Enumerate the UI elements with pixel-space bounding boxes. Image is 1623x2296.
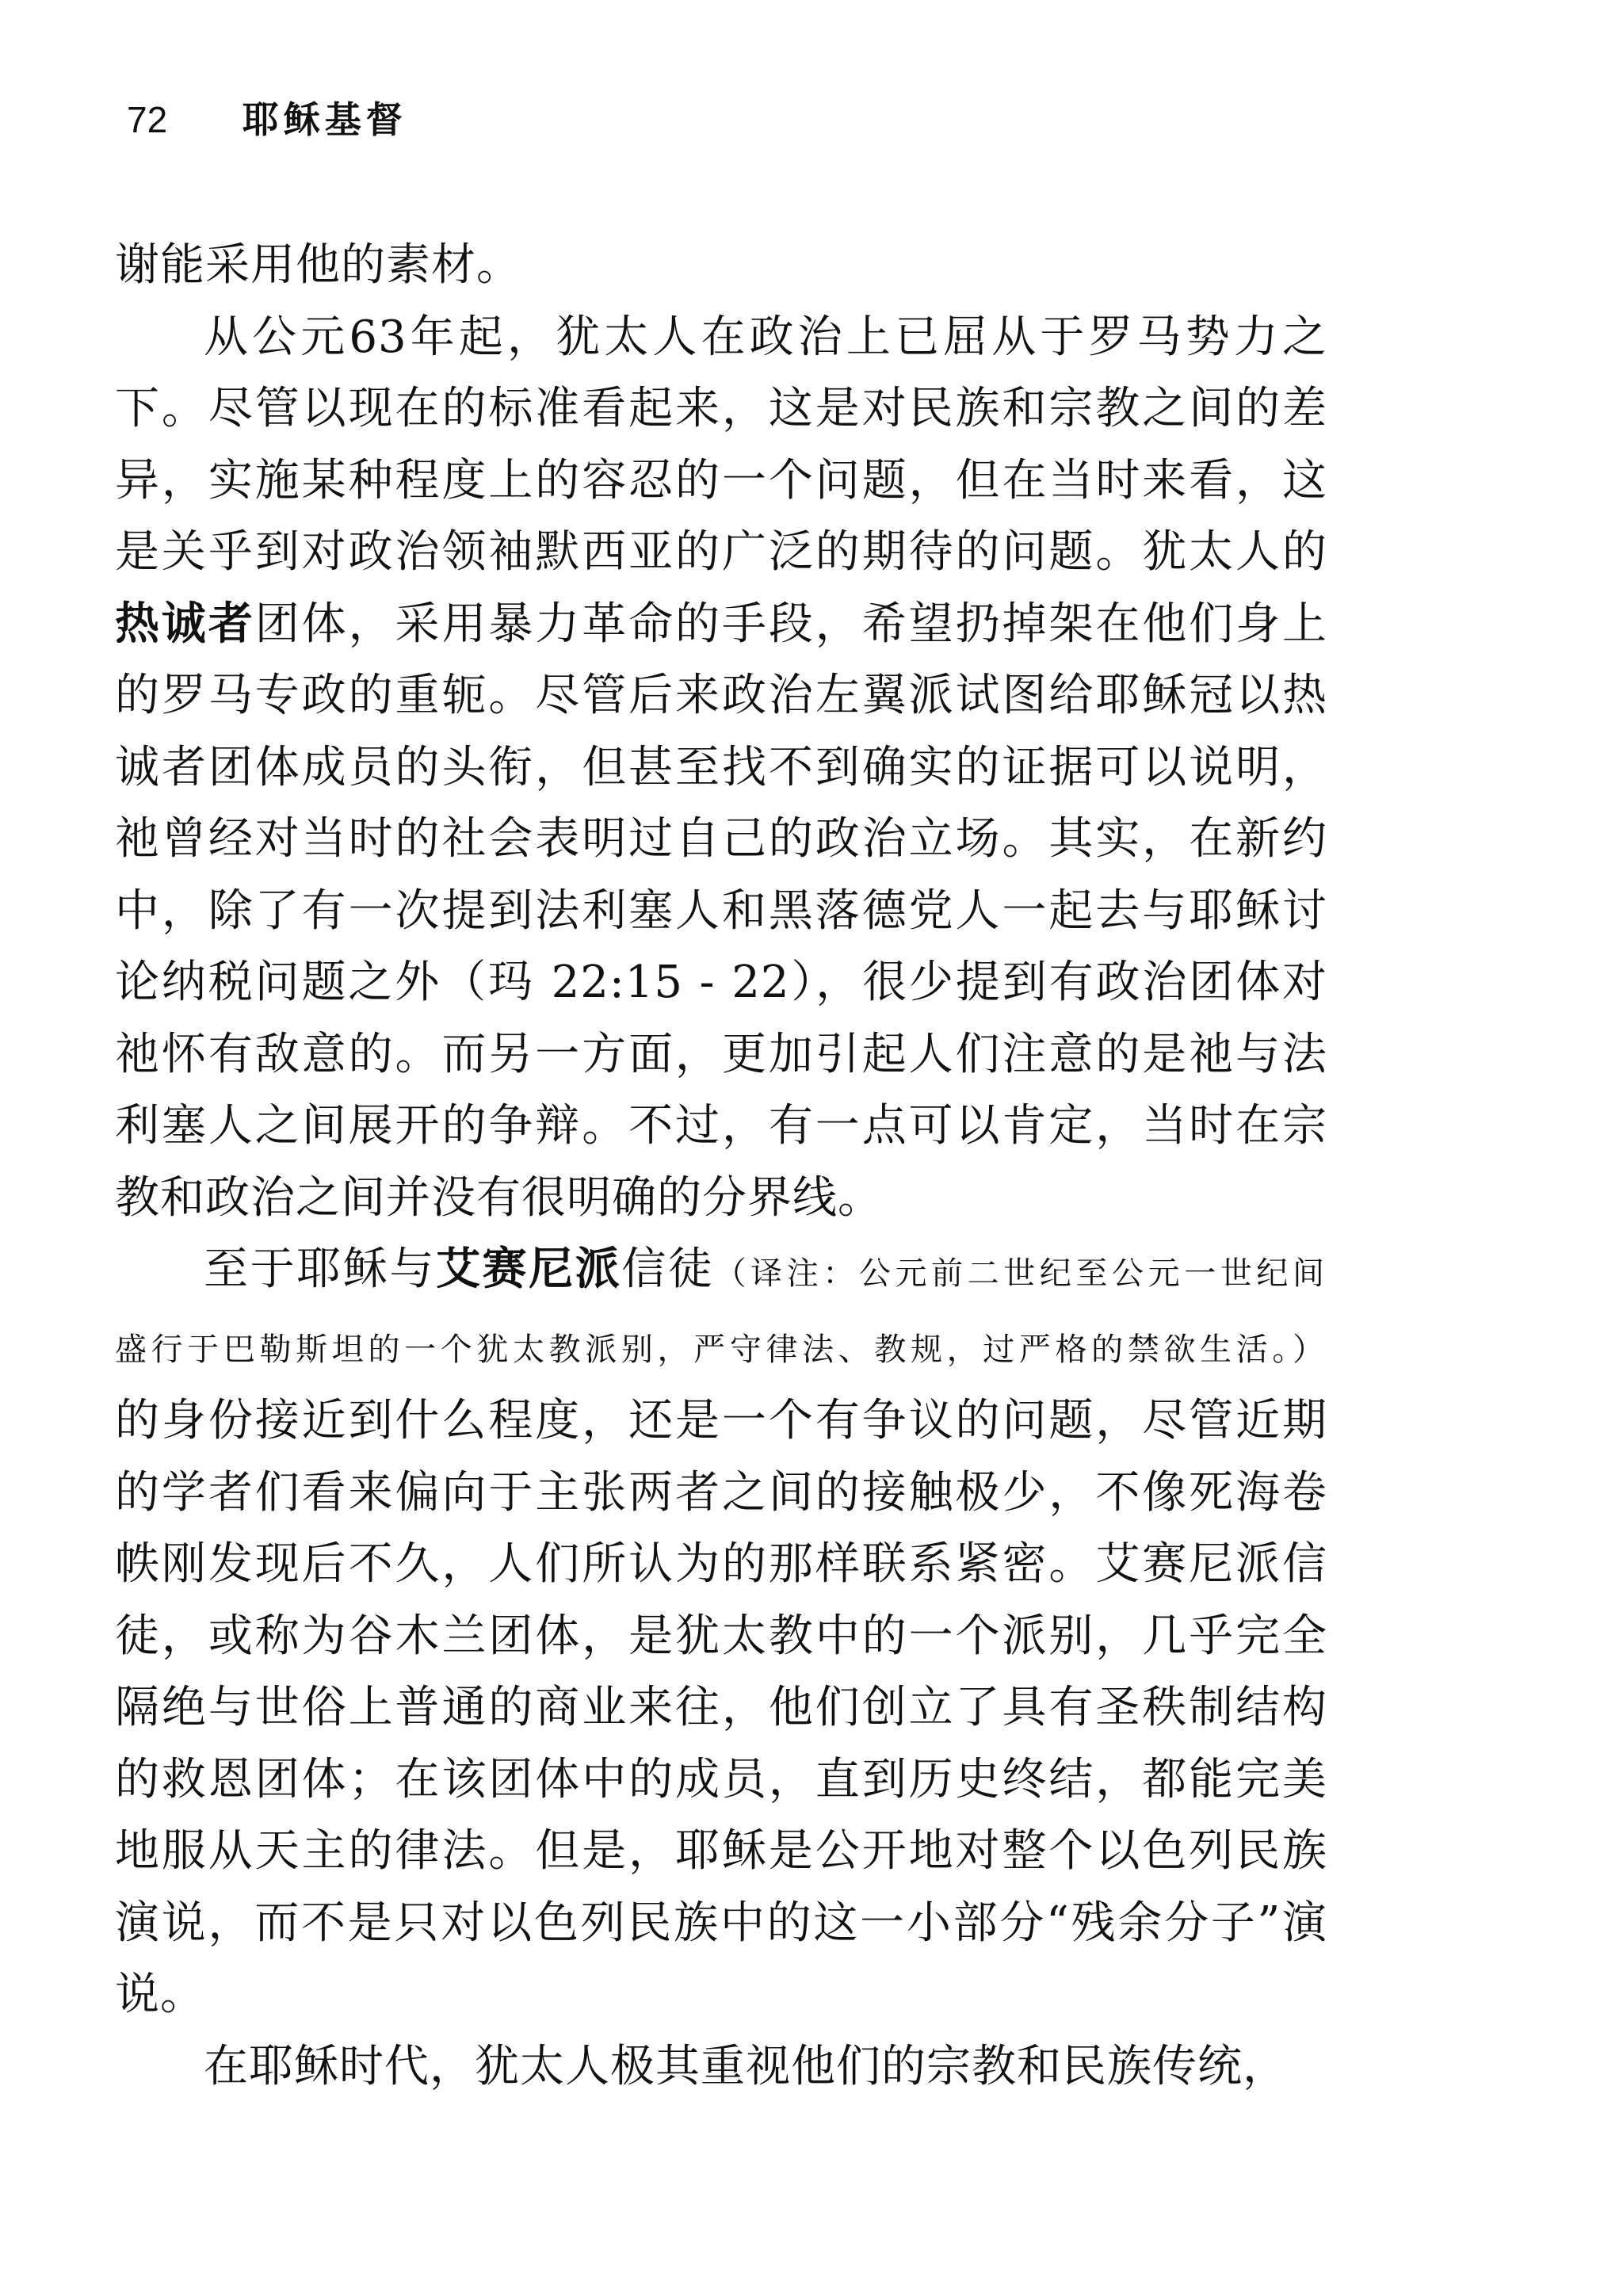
bold-term-zealots: 热诚者 [115, 598, 255, 650]
paragraph-essenes [115, 1234, 1327, 2031]
paragraph-text: 信徒 [621, 1244, 715, 1295]
page-header [127, 98, 407, 141]
running-title: 耶稣基督 [242, 98, 407, 141]
paragraph-traditions [115, 2031, 1327, 2103]
bold-term-essenes: 艾赛尼派 [435, 1244, 622, 1295]
paragraph-zealots [115, 302, 1327, 1235]
paragraph-text: 的身份接近到什么程度，还是一个有争议的问题，尽管近期的学者们看来偏向于主张两者之间的接触极少，不像死海卷帙刚发现后不久，人们所认为的那样联系紧密。艾赛尼派信徒，或称为谷木兰团体，是犹太教中的一个派别，几乎完全隔绝与世俗上普通的商业来往，他们创立了具有圣秩制结构的救恩团体；在该团体中的成员，直到历史终结，都能完美地服从天主的律法。但是，耶稣是公开地对整个以色列民族演说，而不是只对以色列民族中的这一小部分“残余分子”演说。 [115, 1395, 1327, 2020]
paragraph-text: 团体，采用暴力革命的手段，希望扔掉架在他们身上的罗马专政的重轭。尽管后来政治左翼派试图给耶稣冠以热诚者团体成员的头衔，但甚至找不到确实的证据可以说明，祂曾经对当时的社会表明过自己的政治立场。其实，在新约中，除了有一次提到法利塞人和黑落德党人一起去与耶稣讨论纳税问题之外（玛 22:15 - 22），很少提到有政治团体对祂怀有敌意的。而另一方面，更加引起人们注意的是祂与法利塞人之间展开的争辩。不过，有一点可以肯定，当时在宗教和政治之间并没有很明确的分界线。 [115, 598, 1328, 1224]
body-text [115, 230, 1327, 2103]
paragraph-text: 谢能采用他的素材。 [115, 239, 521, 291]
translator-note: （译注：公元前二世纪至公元一世纪间盛行于巴勒斯坦的一个犹太教派别，严守律法、教规，过严格的禁欲生活。） [115, 1255, 1328, 1368]
paragraph-text: 在耶稣时代，犹太人极其重视他们的宗教和民族传统， [204, 2040, 1288, 2092]
paragraph-continuation [115, 230, 1327, 302]
paragraph-text: 从公元63年起，犹太人在政治上已屈从于罗马势力之下。尽管以现在的标准看起来，这是对民族和宗教之间的差异，实施某种程度上的容忍的一个问题，但在当时来看，这是关乎到对政治领袖默西亚的广泛的期待的问题。犹太人的 [115, 311, 1327, 578]
page-number: 72 [127, 99, 168, 140]
paragraph-text: 至于耶稣与 [204, 1244, 436, 1295]
